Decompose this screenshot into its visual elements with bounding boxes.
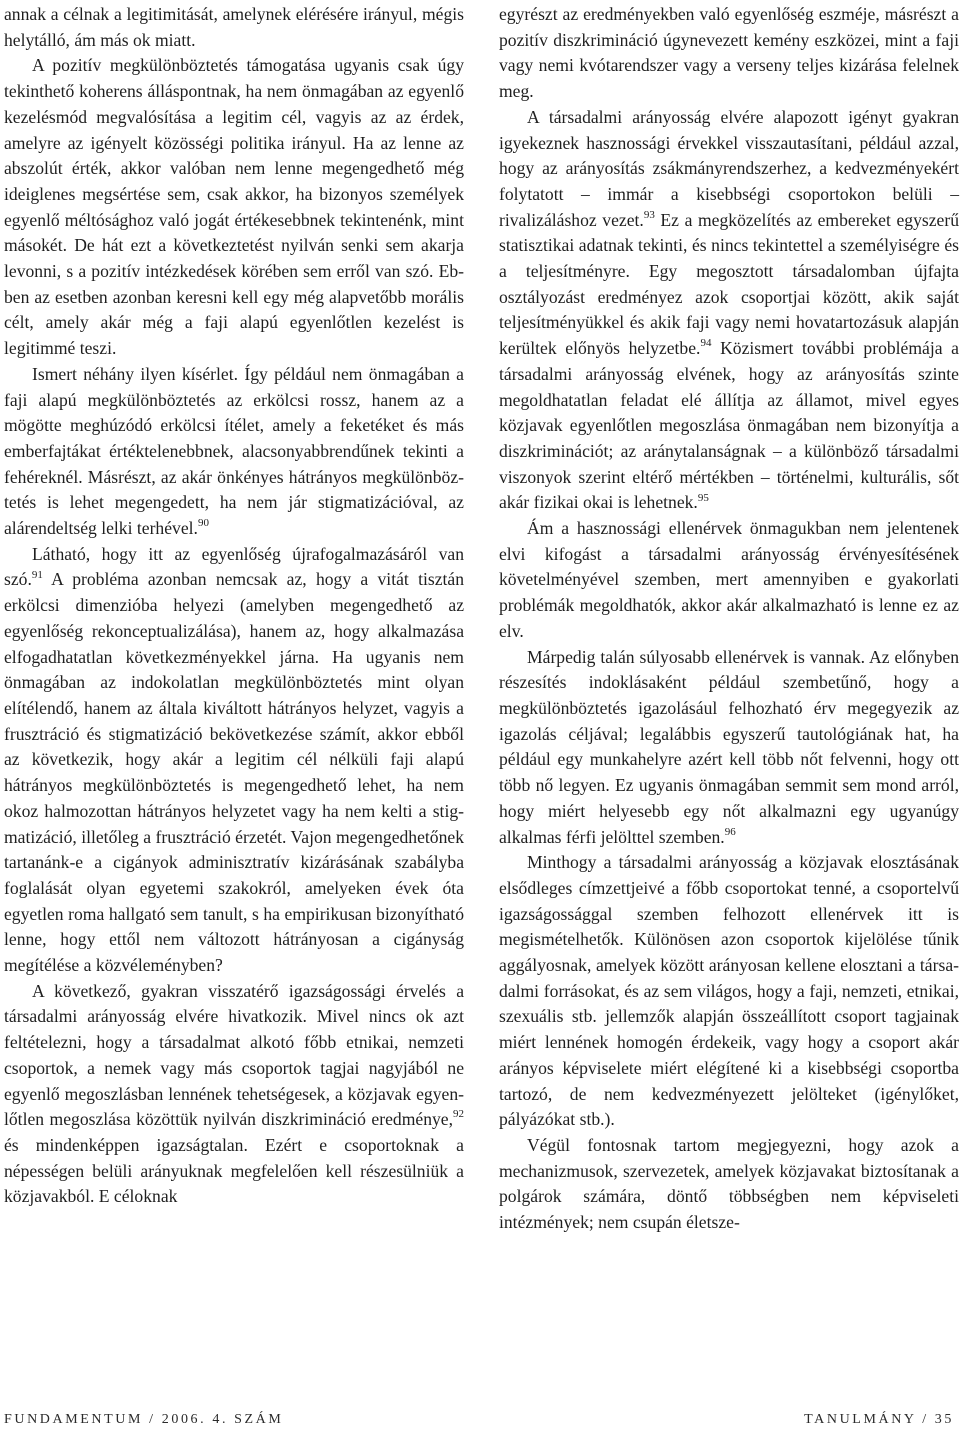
footnote-ref: 90	[197, 517, 209, 530]
left-text-column	[4, 2, 464, 1210]
paragraph	[499, 516, 959, 645]
paragraph-text: Márpedig talán súlyosabb ellenérvek is vannak. Az előnyben részesítés indoklásaként például szembetűnő, hogy a megkülönböztetés igazolásául felhozható érv megegyezik az igazolás céljával; legalábbis egyszerű tautológiának hat, ha például egy munkahelyre azért kell több nőt felvenni, hogy ott több nő legyen. Ez ugyanis önmagában semmit sem mond arról, hogy miért helyesebb egy nőt alkalmazni egy ugyanúgy alkalmas férfi jelölttel szemben.	[499, 646, 959, 847]
paragraph-text: A társadalmi arányosság elvére alapozott igényt gyakran igyekeznek hasznossági érvekkel visszautasítani, például azzal, hogy az arányosítás zsákmányrendszerhez, a kedvezményekért folytatott – immár a kisebbségi csoportokon belüli – rivalizáláshoz vezet.	[499, 106, 959, 230]
paragraph-text: Ismert néhány ilyen kísérlet. Így például nem önmagában a faji alapú megkülönböztetés az erkölcsi rossz, hanem az a mögötte meghúzódó erkölcsi ítélet, amely a feketéket és más emberfajtákat értéktelenebbnek, alacsonyabbrendűnek tekinti a fehéreknél. Másrészt, az akár önkényes hátrányos megkülönböztetés is lehet megengedett, ha nem jár stigmatizációval, az alárendeltség lelki terhével.	[4, 363, 464, 539]
paragraph	[4, 362, 464, 542]
paragraph	[499, 105, 959, 516]
paragraph	[4, 542, 464, 979]
paragraph-text: Közismert további problémája a társadalmi arányosság elvének, hogy az arányosítás szinte megoldhatatlan feladat elé állítja az államot, mivel egyes közjavak egyenlőtlen megoszlása önmagában nem bizonyítja a diszkriminációt; az aránytalanságnak – a különböző társadalmi viszonyok szerint eltérő mértékben – történelmi, kulturális, sőt akár fizikai okai is lehetnek.	[499, 338, 959, 513]
paragraph-text: annak a célnak a legitimitását, amelynek elérésére irányul, mégis helytálló, ám más ok miatt.	[4, 4, 464, 50]
paragraph	[499, 2, 959, 105]
footnote-ref: 96	[724, 825, 736, 838]
footer-section-page: TANULMÁNY / 35	[804, 1412, 954, 1427]
paragraph-text: A következő, gyakran visszatérő igazságossági érvelés a társadalmi arányosság elvére hivatkozik. Mivel nincs ok azt feltételezni, hogy a társadalmat alkotó főbb etnikai, nemzeti csoportok, a nemek vagy más csoportok tagjai nagyjából ne egyenlő megoszlásban lennének tehetségesek, a közjavak egyenlőtlen megoszlása közöttük nyilván diszkrimináció eredménye,	[4, 980, 464, 1130]
paragraph	[4, 979, 464, 1210]
paragraph	[499, 645, 959, 851]
footnote-ref: 95	[697, 491, 709, 504]
paragraph-text: A probléma azonban nemcsak az, hogy a vitát tisztán erkölcsi dimenzióba helyezi (amelyben megengedhető az egyenlőség rekonceptualizálása), hanem az, hogy alkalmazása elfogadhatatlan következményekkel járna. Ha ugyanis nem önmagában az indokolatlan megkülönböztetés mint olyan elítélendő, hanem az általa kiváltott hátrányos helyzet, vagyis a frusztráció és stigmatizáció bekövetkezése számít, akkor ebből az következik, hogy akár a legitim cél nélküli faji alapú hátrányos megkülönböztetés is megengedhető lehet, ha nem okoz halmozottan hátrányos helyzetet vagy ha nem kelti a stigmatizáció, illetőleg a frusztráció érzetét. Vajon megengedhetőnek tartanánk-e a cigányok adminisztratív kizárásának szabályba foglalását olyan egyetemi szakokról, amelyeken évek óta egyetlen roma hallgató sem tanult, s ha empirikusan bizonyítható lenne, hogy ettől nem változott hátrányosan a cigányság megítélése a közvéleményben?	[4, 569, 464, 976]
footnote-ref: 91	[31, 568, 43, 581]
paragraph	[499, 1133, 959, 1236]
paragraph	[4, 2, 464, 53]
paragraph	[499, 850, 959, 1133]
right-text-column	[499, 2, 959, 1236]
paragraph-text: A pozitív megkülönböztetés támogatása ugyanis csak úgy tekinthető koherens álláspontnak, ha nem önmagában az egyenlő kezelésmód megvalósítása a legitim cél, vagyis az az érdek, amelyre az igényelt közösségi politika irányul. Ha az lenne az abszolút érték, akkor valóban nem lenne megengedhető még ideiglenes megsértése sem, csak akkor, ha bizonyos személyek egyenlő méltósághoz való jogát értékesebbnek tekintenénk, mint másokét. De hát ezt a következtetést nyilván senki sem akarja levonni, s a pozitív intézkedések körében sem erről van szó. Ebben az esetben azonban keresni kell egy még alapvetőbb morális célt, amely akár még a faji alapú egyenlőtlen kezelést is legitimmé teszi.	[4, 55, 464, 359]
paragraph-text: Látható, hogy itt az egyenlőség újrafogalmazásáról van szó.	[4, 543, 464, 590]
paragraph-text: Végül fontosnak tartom megjegyezni, hogy azok a mechanizmusok, szervezetek, amelyek közjavakat biztosítanak a polgárok számára, döntő többségben nem képviseleti intézmények; nem csupán életsze-	[499, 1134, 959, 1233]
paragraph-text: és mindenképpen igazságtalan. Ezért e csoportoknak a népességen belüli arányuknak megfelelően kell részesülniük a közjavakból. E céloknak	[4, 1134, 464, 1207]
footnote-ref: 94	[700, 337, 712, 350]
footnote-ref: 93	[643, 208, 655, 221]
paragraph-text: Ám a hasznossági ellenérvek önmagukban nem jelentenek elvi kifogást a társadalmi arányosság érvényesítésének követelményével szemben, mert amennyiben e gyakorlati problémák megoldhatók, akkor akár alkalmazható is lenne ez az elv.	[499, 518, 959, 641]
paragraph-text: Ez a megközelítés az embereket egyszerű statisztikai adatnak tekinti, és nincs tekintettel a személyiségre és a teljesítményre. Egy megosztott társadalomban újfajta osztályozást eredményez azok csoportjai között, akik saját teljesítményükkel és akik faji vagy nemi hovatartozásuk alapján kerültek előnyös helyzetbe.	[499, 209, 959, 359]
footnote-ref: 92	[453, 1108, 464, 1121]
footer-journal-issue: FUNDAMENTUM / 2006. 4. SZÁM	[4, 1412, 284, 1427]
paragraph-text: egyrészt az eredményekben való egyenlőség eszméje, másrészt a pozitív diszkrimináció úgynevezett kemény eszközei, mint a faji vagy nemi kvótarendszer vagy a verseny teljes kizárása felelnek meg.	[499, 4, 959, 102]
paragraph-text: Minthogy a társadalmi arányosság a közjavak elosztásának elsődleges címzettjeivé a főbb csoportokat tenné, a csoportelvű igazságossággal szemben felhozott ellenérvek itt is megismételhetők. Különösen azon csoportok kijelölése tűnik aggályosnak, amelyek között arányosan kellene elosztani a társadalmi forrásokat, és az sem világos, hogy a faji, nemzeti, etnikai, szexuális stb. jellemzők alapján összeállított csoport tagjainak miért lennének homogén érdekeik, vagy hogy a csoport akár arányos képviselete miért elégítené ki a kisebbségi csoportba tartozó, de nem kedvezményezett jelölteket (igénylőket, pályázókat stb.).	[499, 852, 959, 1130]
paragraph	[4, 53, 464, 361]
